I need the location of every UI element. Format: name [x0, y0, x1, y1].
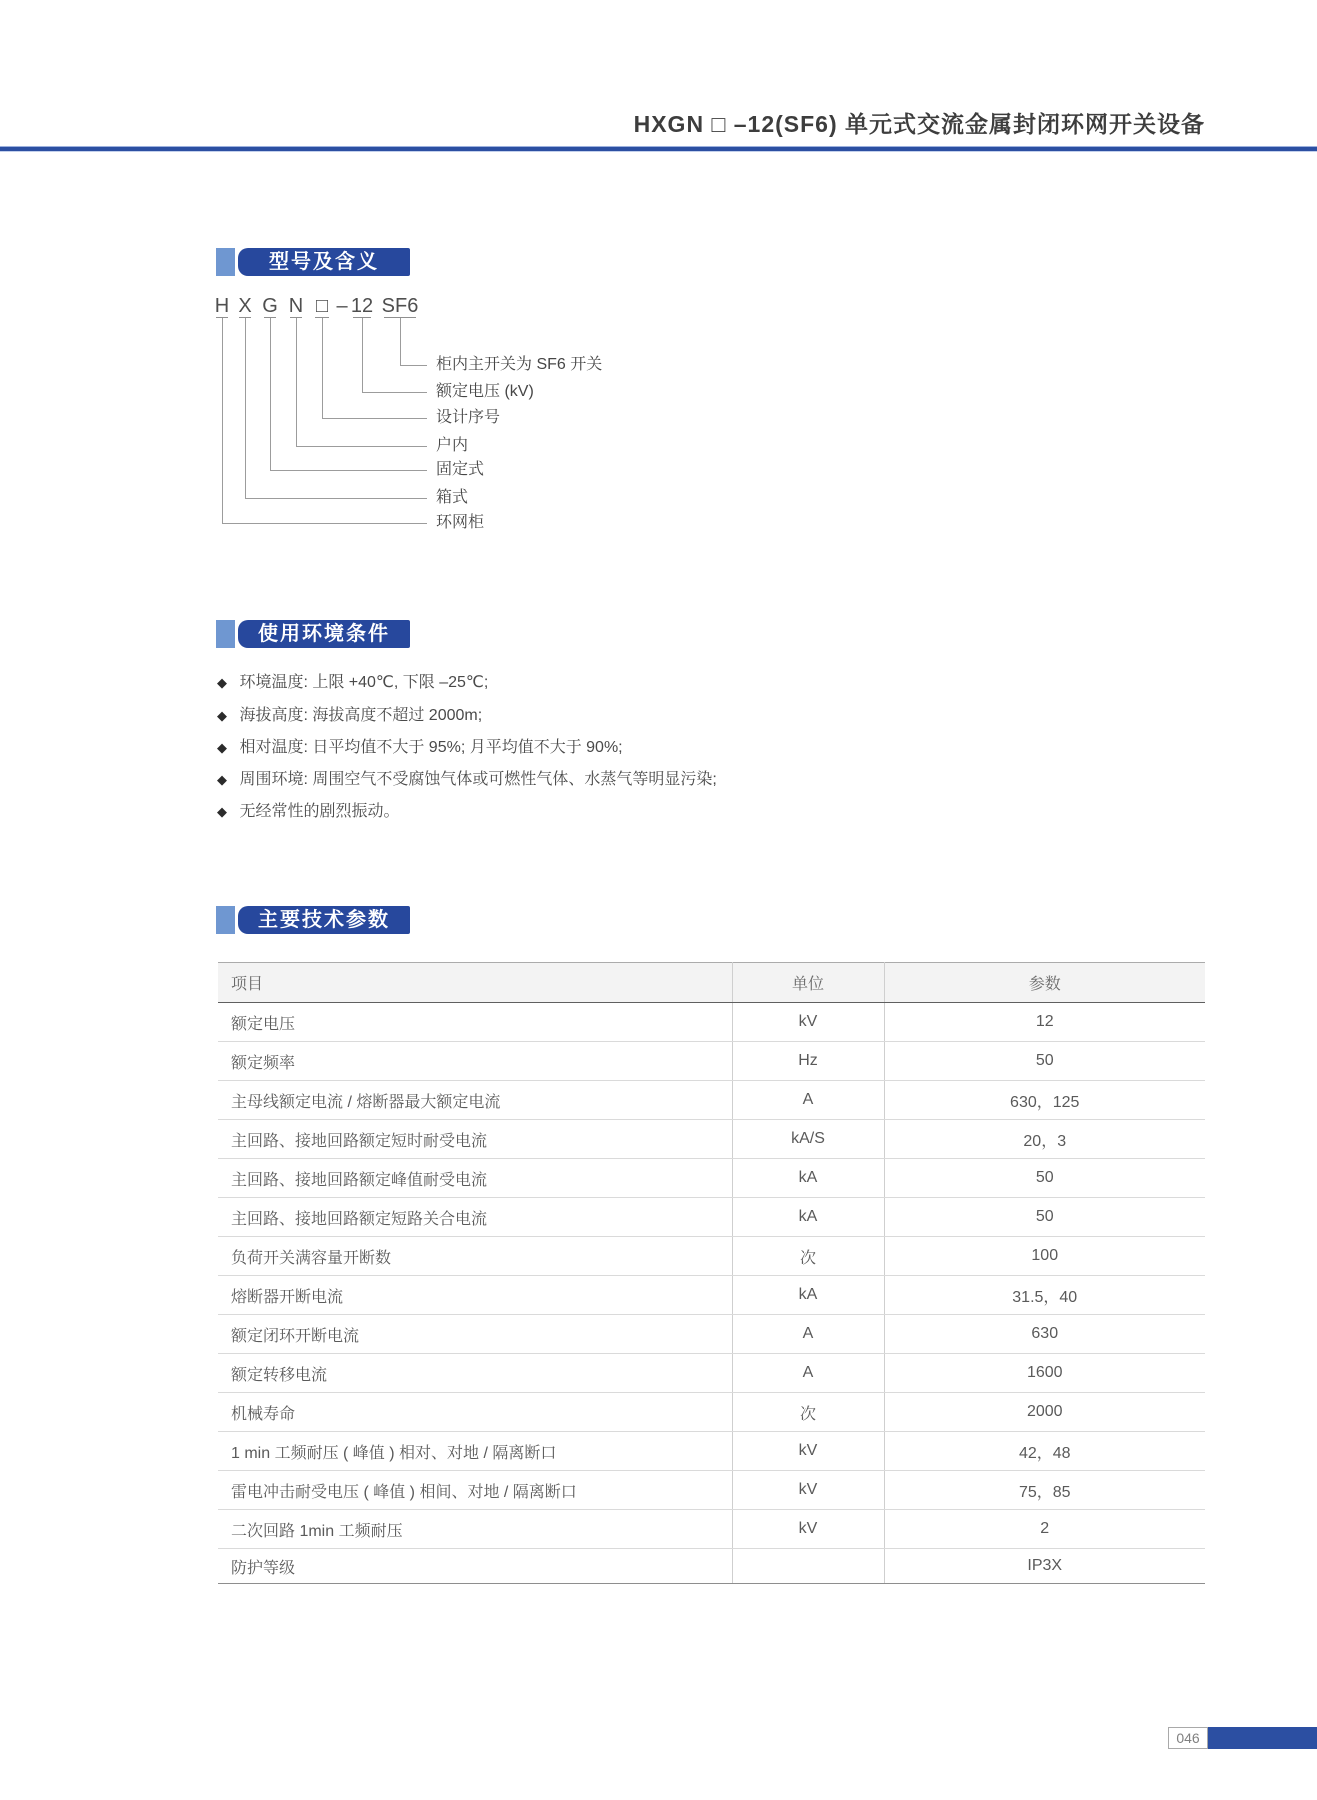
table-row [218, 1510, 1205, 1549]
table-row [218, 1120, 1205, 1159]
table-row [218, 1276, 1205, 1315]
model-connector-hline [322, 418, 427, 419]
diamond-bullet-icon: ◆ [217, 772, 227, 787]
param-unit-cell: kV [732, 1510, 884, 1549]
section-marker-icon [216, 248, 235, 276]
param-value-cell: 2 [884, 1510, 1205, 1549]
table-row [218, 1315, 1205, 1354]
param-value-cell: 100 [884, 1237, 1205, 1276]
table-header-row [218, 963, 1205, 1003]
model-connector-hline [270, 470, 427, 471]
diamond-bullet-icon: ◆ [217, 675, 227, 690]
param-unit-cell [732, 1549, 884, 1584]
param-unit-cell: kA [732, 1198, 884, 1237]
model-connector-vline [322, 318, 323, 418]
model-meaning-label: 户内 [436, 437, 469, 454]
section-marker-icon [216, 620, 235, 648]
table-row [218, 1198, 1205, 1237]
bullet-text: 环境温度: 上限 +40℃, 下限 –25℃; [239, 674, 489, 691]
model-connector-vline [362, 318, 363, 392]
model-meaning-label: 柜内主开关为 SF6 开关 [436, 356, 603, 373]
model-connector-hline [245, 498, 427, 499]
table-row [218, 1081, 1205, 1120]
param-unit-cell: A [732, 1315, 884, 1354]
param-value-cell: IP3X [884, 1549, 1205, 1584]
model-code-char: G [262, 295, 278, 317]
param-name-cell: 主回路、接地回路额定短路关合电流 [218, 1198, 732, 1237]
param-value-cell: 12 [884, 1003, 1205, 1042]
bullet-item [217, 801, 399, 823]
table-row [218, 1393, 1205, 1432]
param-value-cell: 2000 [884, 1393, 1205, 1432]
model-connector-hline [222, 523, 427, 524]
model-code-char: X [238, 295, 252, 317]
model-meaning-label: 箱式 [436, 489, 469, 506]
model-connector-hline [296, 446, 427, 447]
header-rule [0, 146, 1317, 152]
model-meaning-label: 固定式 [436, 461, 485, 478]
model-code-char: – [336, 295, 348, 317]
bullet-text: 相对温度: 日平均值不大于 95%; 月平均值不大于 90%; [239, 739, 623, 756]
model-code-char: 12 [350, 295, 374, 317]
param-name-cell: 负荷开关满容量开断数 [218, 1237, 732, 1276]
page-number: 046 [1176, 1730, 1200, 1746]
model-connector-vline [245, 318, 246, 498]
param-value-cell: 630，125 [884, 1081, 1205, 1120]
param-unit-cell: kA [732, 1159, 884, 1198]
model-connector-hline [362, 392, 427, 393]
bullet-text: 周围环境: 周围空气不受腐蚀气体或可燃性气体、水蒸气等明显污染; [239, 771, 717, 788]
param-name-cell: 主母线额定电流 / 熔断器最大额定电流 [218, 1081, 732, 1120]
param-unit-cell: 次 [732, 1393, 884, 1432]
bullet-text: 海拔高度: 海拔高度不超过 2000m; [239, 707, 483, 724]
bullet-item [217, 769, 717, 791]
param-name-cell: 额定频率 [218, 1042, 732, 1081]
param-name-cell: 防护等级 [218, 1549, 732, 1584]
table-row [218, 1354, 1205, 1393]
model-connector-vline [296, 318, 297, 446]
bullet-item [217, 737, 623, 759]
model-connector-hline [400, 365, 427, 366]
param-unit-cell: kA [732, 1276, 884, 1315]
footer-accent-bar [1208, 1727, 1317, 1749]
param-unit-cell: 次 [732, 1237, 884, 1276]
param-value-cell: 31.5，40 [884, 1276, 1205, 1315]
param-value-cell: 630 [884, 1315, 1205, 1354]
param-value-cell: 50 [884, 1198, 1205, 1237]
model-connector-vline [400, 318, 401, 365]
model-meaning-label: 环网柜 [436, 514, 485, 531]
table-row [218, 1237, 1205, 1276]
table-row [218, 1432, 1205, 1471]
table-row [218, 1159, 1205, 1198]
param-name-cell: 主回路、接地回路额定短时耐受电流 [218, 1120, 732, 1159]
table-row [218, 1471, 1205, 1510]
column-header-unit: 单位 [732, 963, 884, 1003]
param-name-cell: 雷电冲击耐受电压 ( 峰值 ) 相间、对地 / 隔离断口 [218, 1471, 732, 1510]
table-row [218, 1003, 1205, 1042]
diamond-bullet-icon: ◆ [217, 804, 227, 819]
model-connector-vline [270, 318, 271, 470]
column-header-value: 参数 [884, 963, 1205, 1003]
page-number-box [1168, 1727, 1208, 1749]
table-row [218, 1042, 1205, 1081]
param-value-cell: 50 [884, 1159, 1205, 1198]
model-code-char: SF6 [381, 295, 419, 317]
section-heading-pill: 使用环境条件 [238, 620, 410, 648]
section-marker-icon [216, 906, 235, 934]
model-code-char: N [288, 295, 304, 317]
param-unit-cell: A [732, 1354, 884, 1393]
param-unit-cell: kV [732, 1003, 884, 1042]
param-name-cell: 1 min 工频耐压 ( 峰值 ) 相对、对地 / 隔离断口 [218, 1432, 732, 1471]
model-meaning-label: 额定电压 (kV) [436, 383, 534, 400]
model-code-char: H [214, 295, 230, 317]
param-unit-cell: kA/S [732, 1120, 884, 1159]
bullet-item [217, 672, 488, 694]
param-name-cell: 熔断器开断电流 [218, 1276, 732, 1315]
model-connector-vline [222, 318, 223, 523]
param-value-cell: 75，85 [884, 1471, 1205, 1510]
diamond-bullet-icon: ◆ [217, 708, 227, 723]
param-value-cell: 1600 [884, 1354, 1205, 1393]
param-value-cell: 50 [884, 1042, 1205, 1081]
param-unit-cell: Hz [732, 1042, 884, 1081]
param-unit-cell: A [732, 1081, 884, 1120]
param-value-cell: 20，3 [884, 1120, 1205, 1159]
param-unit-cell: kV [732, 1471, 884, 1510]
param-name-cell: 额定电压 [218, 1003, 732, 1042]
param-name-cell: 主回路、接地回路额定峰值耐受电流 [218, 1159, 732, 1198]
param-value-cell: 42，48 [884, 1432, 1205, 1471]
diamond-bullet-icon: ◆ [217, 740, 227, 755]
model-meaning-label: 设计序号 [436, 409, 501, 426]
section-heading-pill: 型号及含义 [238, 248, 410, 276]
param-unit-cell: kV [732, 1432, 884, 1471]
param-name-cell: 二次回路 1min 工频耐压 [218, 1510, 732, 1549]
param-name-cell: 机械寿命 [218, 1393, 732, 1432]
bullet-text: 无经常性的剧烈振动。 [239, 803, 400, 820]
bullet-item [217, 705, 482, 727]
tech-parameters-table [218, 962, 1205, 1584]
section-heading-pill: 主要技术参数 [238, 906, 410, 934]
column-header-item: 项目 [218, 963, 732, 1003]
param-name-cell: 额定转移电流 [218, 1354, 732, 1393]
table-row [218, 1549, 1205, 1584]
page-title: HXGN □ –12(SF6) 单元式交流金属封闭环网开关设备 [633, 111, 1205, 137]
param-name-cell: 额定闭环开断电流 [218, 1315, 732, 1354]
model-code-char: □ [315, 295, 329, 317]
